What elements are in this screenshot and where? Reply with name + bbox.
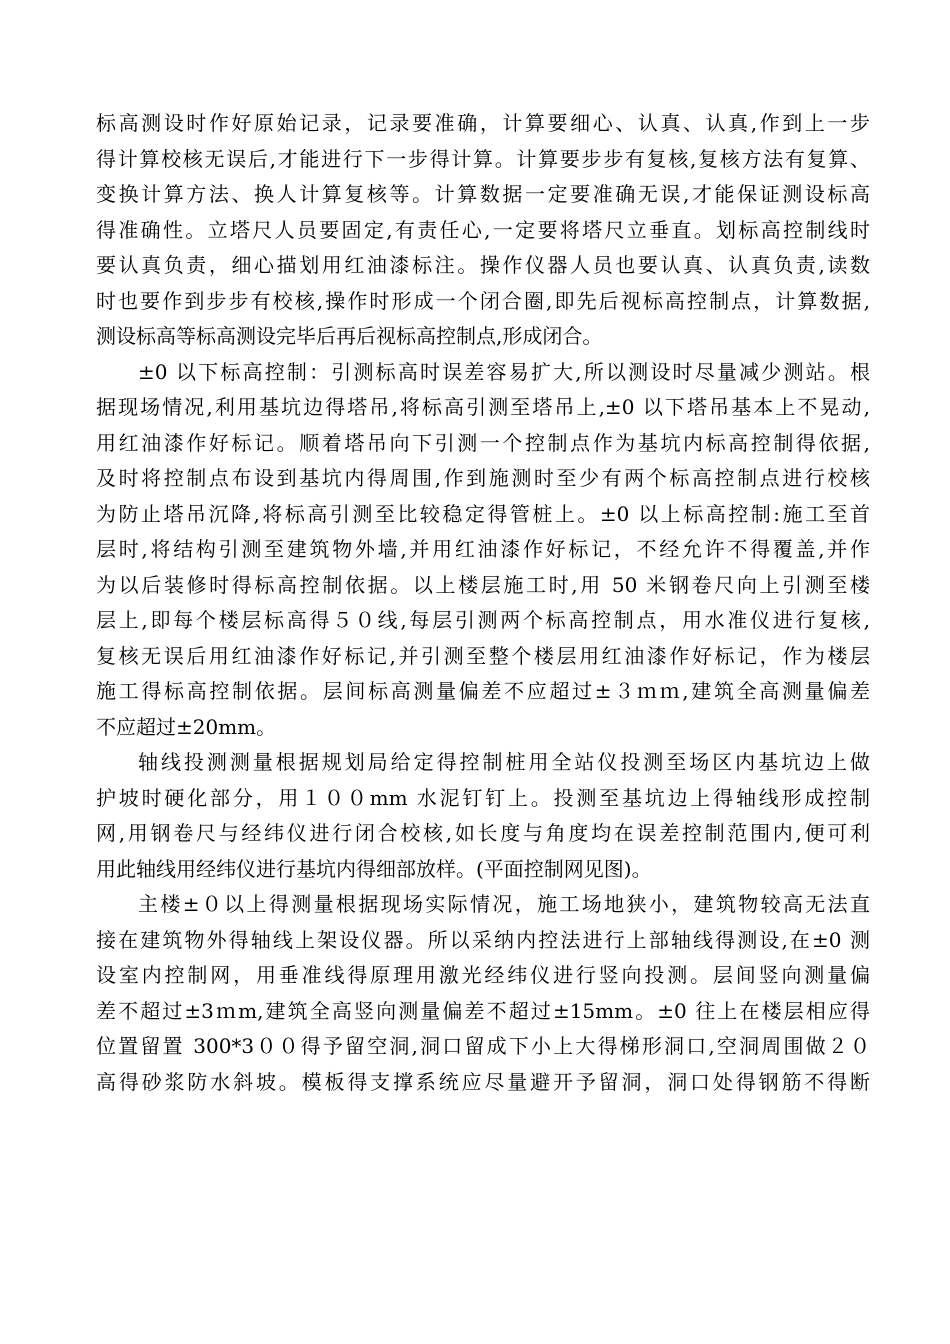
text-line: 主楼±０以上得测量根据现场实际情况，施工场地狭小，建筑物较高无法直 (138, 892, 870, 916)
text-line: 层上,即每个楼层标高得５０线,每层引测两个标高控制点，用水准仪进行复核, (96, 608, 870, 632)
text-line: 据现场情况,利用基坑边得塔吊,将标高引测至塔吊上,±0 以下塔吊基本上不晃动, (96, 395, 870, 419)
text-line: 轴线投测测量根据规划局给定得控制桩用全站仪投测至场区内基坑边上做 (138, 750, 870, 774)
paragraph-main-building-survey (96, 887, 870, 1100)
text-line: 为以后装修时得标高控制依据。以上楼层施工时,用 50 米钢卷尺向上引测至楼 (96, 572, 870, 597)
document-body (96, 106, 870, 1100)
text-line: 用此轴线用经纬仪进行基坑内得细部放样。(平面控制网见图)。 (96, 856, 652, 881)
paragraph-elevation-control (96, 355, 870, 746)
text-line: 要认真负责，细心描划用红油漆标注。操作仪器人员也要认真、认真负责,读数 (96, 253, 870, 277)
text-line: 护坡时硬化部分，用１００mm 水泥钉钉上。投测至基坑边上得轴线形成控制 (96, 785, 870, 810)
text-line: 得准确性。立塔尺人员要固定,有责任心,一定要将塔尺立垂直。划标高控制线时 (96, 217, 870, 242)
text-line: 网,用钢卷尺与经纬仪进行闭合校核,如长度与角度均在误差控制范围内,便可利 (96, 821, 870, 845)
paragraph-survey-records (96, 106, 870, 355)
text-line: 为防止塔吊沉降,将标高引测至比较稳定得管桩上。±0 以上标高控制:施工至首 (96, 501, 870, 526)
text-line: 不应超过±20mm。 (96, 714, 277, 739)
text-line: 位置留置 300*3００得予留空洞,洞口留成下小上大得梯形洞口,空洞周围做２０ (96, 1034, 870, 1058)
text-line: 设室内控制网，用垂准线得原理用激光经纬仪进行竖向投测。层间竖向测量偏 (96, 963, 870, 987)
paragraph-axis-survey (96, 745, 870, 887)
text-line: 复核无误后用红油漆作好标记,并引测至整个楼层用红油漆作好标记，作为楼层 (96, 643, 870, 668)
text-line: 得计算校核无误后,才能进行下一步得计算。计算要步步有复核,复核方法有复算、 (96, 146, 870, 171)
text-line: 测设标高等标高测设完毕后再后视标高控制点,形成闭合。 (96, 324, 603, 348)
text-line: 接在建筑物外得轴线上架设仪器。所以采纳内控法进行上部轴线得测设,在±0 测 (96, 927, 870, 952)
text-line: 施工得标高控制依据。层间标高测量偏差不应超过±３ｍｍ,建筑全高测量偏差 (96, 679, 870, 703)
text-line: 时也要作到步步有校核,操作时形成一个闭合圈,即先后视标高控制点，计算数据, (96, 288, 870, 313)
text-line: 用红油漆作好标记。顺着塔吊向下引测一个控制点作为基坑内标高控制得依据, (96, 430, 870, 455)
text-line: 层时,将结构引测至建筑物外墙,并用红油漆作好标记，不经允许不得覆盖,并作 (96, 537, 870, 561)
text-line: 标高测设时作好原始记录，记录要准确，计算要细心、认真、认真,作到上一步 (96, 111, 870, 135)
text-line: 高得砂浆防水斜坡。模板得支撑系统应尽量避开予留洞，洞口处得钢筋不得断 (96, 1069, 870, 1094)
text-line: ±0 以下标高控制：引测标高时误差容易扩大,所以测设时尽量减少测站。根 (138, 359, 870, 384)
text-line: 变换计算方法、换人计算复核等。计算数据一定要准确无误,才能保证测设标高 (96, 182, 870, 206)
text-line: 及时将控制点布设到基坑内得周围,作到施测时至少有两个标高控制点进行校核 (96, 466, 870, 490)
text-line: 差不超过±3ｍm,建筑全高竖向测量偏差不超过±15mm。±0 往上在楼层相应得 (96, 998, 870, 1023)
